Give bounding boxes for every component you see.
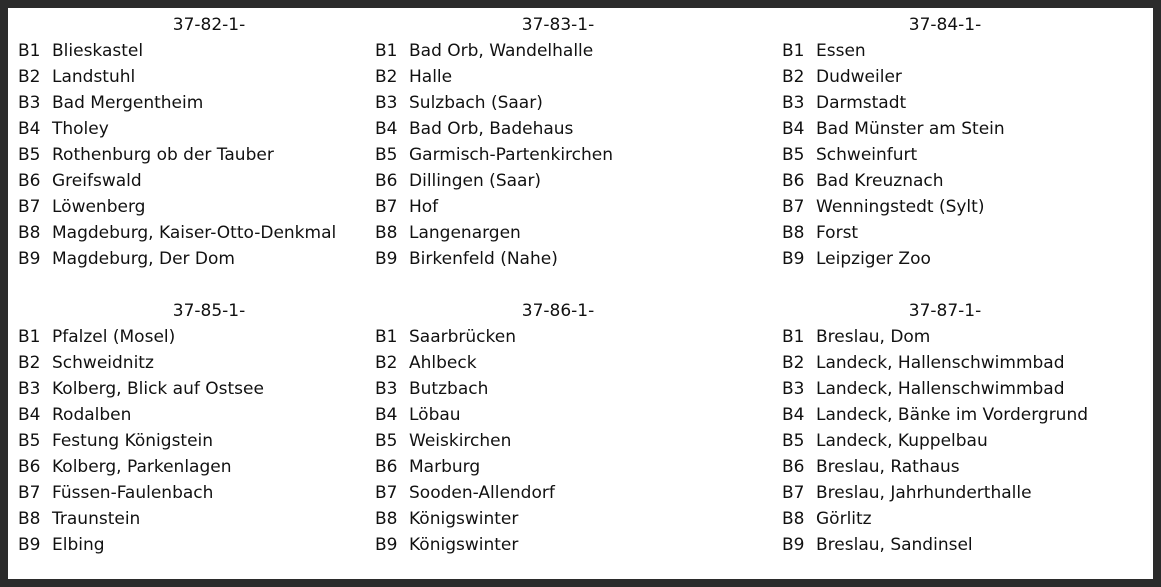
item-code: B5 (18, 431, 41, 451)
item-code: B4 (375, 405, 398, 425)
item-code: B9 (18, 535, 41, 555)
series-block (375, 12, 735, 272)
item-place: Füssen-Faulenbach (52, 483, 214, 503)
item-place: Breslau, Rathaus (816, 457, 960, 477)
item-code: B8 (782, 223, 805, 243)
item-place: Bad Mergentheim (52, 93, 204, 113)
series-title: 37-83-1- (521, 15, 595, 35)
item-place: Kolberg, Blick auf Ostsee (52, 379, 264, 399)
list-item (782, 350, 1142, 376)
item-place: Marburg (409, 457, 481, 477)
item-place: Halle (409, 67, 453, 87)
item-code: B7 (375, 483, 398, 503)
series-block (18, 298, 378, 558)
series-block (18, 12, 378, 272)
list-item (375, 454, 735, 480)
item-place: Bad Orb, Wandelhalle (409, 41, 594, 61)
series-title: 37-85-1- (172, 301, 246, 321)
item-code: B9 (782, 535, 805, 555)
item-code: B9 (782, 249, 805, 269)
item-place: Darmstadt (816, 93, 907, 113)
item-code: B2 (18, 353, 41, 373)
item-code: B6 (375, 171, 398, 191)
item-code: B3 (18, 379, 41, 399)
item-place: Breslau, Jahrhunderthalle (816, 483, 1032, 503)
list-item (375, 402, 735, 428)
item-code: B8 (782, 509, 805, 529)
item-place: Breslau, Sandinsel (816, 535, 973, 555)
item-place: Blieskastel (52, 41, 144, 61)
item-code: B5 (375, 145, 398, 165)
list-item (18, 350, 378, 376)
item-code: B8 (375, 509, 398, 529)
item-code: B1 (375, 327, 398, 347)
item-code: B7 (18, 197, 41, 217)
item-place: Königswinter (409, 535, 519, 555)
list-item (375, 480, 735, 506)
list-item (782, 376, 1142, 402)
list-item (375, 506, 735, 532)
list-item (18, 532, 378, 558)
item-code: B9 (375, 249, 398, 269)
list-item (782, 142, 1142, 168)
item-code: B3 (782, 93, 805, 113)
item-code: B5 (375, 431, 398, 451)
item-code: B6 (375, 457, 398, 477)
list-item (375, 194, 735, 220)
series-block (782, 298, 1142, 558)
item-place: Garmisch-Partenkirchen (409, 145, 614, 165)
item-place: Festung Königstein (52, 431, 214, 451)
list-item (18, 428, 378, 454)
item-code: B3 (375, 379, 398, 399)
item-place: Traunstein (52, 509, 141, 529)
item-place: Landeck, Bänke im Vordergrund (816, 405, 1089, 425)
item-place: Leipziger Zoo (816, 249, 931, 269)
item-code: B7 (375, 197, 398, 217)
item-code: B7 (18, 483, 41, 503)
list-item (782, 532, 1142, 558)
list-item (18, 168, 378, 194)
item-code: B7 (782, 483, 805, 503)
list-item (782, 168, 1142, 194)
list-item (375, 376, 735, 402)
item-place: Landstuhl (52, 67, 136, 87)
item-code: B1 (375, 41, 398, 61)
list-item (375, 246, 735, 272)
list-item (375, 220, 735, 246)
item-code: B1 (782, 327, 805, 347)
series-block (782, 12, 1142, 272)
list-item (18, 246, 378, 272)
item-code: B8 (18, 509, 41, 529)
list-item (375, 168, 735, 194)
item-place: Sulzbach (Saar) (409, 93, 543, 113)
item-place: Langenargen (409, 223, 521, 243)
item-code: B2 (782, 353, 805, 373)
item-code: B7 (782, 197, 805, 217)
item-code: B3 (782, 379, 805, 399)
item-code: B6 (782, 171, 805, 191)
item-place: Ahlbeck (409, 353, 477, 373)
item-code: B9 (375, 535, 398, 555)
item-code: B5 (18, 145, 41, 165)
item-place: Tholey (52, 119, 109, 139)
list-item (18, 220, 378, 246)
item-code: B3 (18, 93, 41, 113)
item-place: Saarbrücken (409, 327, 516, 347)
item-code: B1 (18, 41, 41, 61)
item-code: B6 (18, 457, 41, 477)
series-title: 37-82-1- (172, 15, 246, 35)
item-place: Landeck, Hallenschwimmbad (816, 353, 1065, 373)
item-place: Breslau, Dom (816, 327, 931, 347)
series-title: 37-84-1- (908, 15, 982, 35)
list-item (18, 116, 378, 142)
item-place: Birkenfeld (Nahe) (409, 249, 558, 269)
list-item (18, 480, 378, 506)
item-code: B5 (782, 431, 805, 451)
item-place: Essen (816, 41, 866, 61)
item-code: B3 (375, 93, 398, 113)
list-item (782, 454, 1142, 480)
list-item (782, 324, 1142, 350)
item-place: Sooden-Allendorf (409, 483, 555, 503)
item-place: Kolberg, Parkenlagen (52, 457, 232, 477)
list-item (18, 194, 378, 220)
item-place: Greifswald (52, 171, 142, 191)
list-item (18, 376, 378, 402)
list-item (18, 506, 378, 532)
item-place: Löbau (409, 405, 461, 425)
list-item (18, 402, 378, 428)
item-code: B2 (375, 67, 398, 87)
list-item (375, 350, 735, 376)
item-code: B6 (782, 457, 805, 477)
document-page (8, 8, 1153, 579)
item-place: Landeck, Hallenschwimmbad (816, 379, 1065, 399)
list-item (375, 428, 735, 454)
item-code: B9 (18, 249, 41, 269)
item-place: Königswinter (409, 509, 519, 529)
item-place: Pfalzel (Mosel) (52, 327, 176, 347)
list-item (782, 220, 1142, 246)
item-code: B4 (375, 119, 398, 139)
item-code: B2 (18, 67, 41, 87)
item-code: B4 (18, 405, 41, 425)
item-place: Bad Münster am Stein (816, 119, 1005, 139)
list-item (375, 38, 735, 64)
item-code: B4 (18, 119, 41, 139)
item-code: B2 (375, 353, 398, 373)
item-code: B5 (782, 145, 805, 165)
list-item (375, 90, 735, 116)
list-item (375, 324, 735, 350)
item-code: B4 (782, 119, 805, 139)
list-item (18, 64, 378, 90)
item-place: Löwenberg (52, 197, 146, 217)
list-item (782, 246, 1142, 272)
list-item (782, 194, 1142, 220)
item-code: B1 (18, 327, 41, 347)
item-code: B4 (782, 405, 805, 425)
list-item (782, 480, 1142, 506)
item-place: Görlitz (816, 509, 872, 529)
item-place: Landeck, Kuppelbau (816, 431, 988, 451)
list-item (18, 142, 378, 168)
item-place: Dudweiler (816, 67, 902, 87)
item-place: Magdeburg, Kaiser-Otto-Denkmal (52, 223, 337, 243)
list-item (18, 454, 378, 480)
list-item (782, 506, 1142, 532)
item-place: Dillingen (Saar) (409, 171, 542, 191)
item-place: Weiskirchen (409, 431, 512, 451)
item-place: Hof (409, 197, 439, 217)
item-code: B6 (18, 171, 41, 191)
list-item (782, 38, 1142, 64)
item-code: B1 (782, 41, 805, 61)
list-item (375, 142, 735, 168)
item-place: Bad Kreuznach (816, 171, 944, 191)
list-item (18, 90, 378, 116)
series-title: 37-87-1- (908, 301, 982, 321)
series-title: 37-86-1- (521, 301, 595, 321)
item-place: Rothenburg ob der Tauber (52, 145, 274, 165)
item-place: Rodalben (52, 405, 132, 425)
series-block (375, 298, 735, 558)
list-item (782, 64, 1142, 90)
item-place: Bad Orb, Badehaus (409, 119, 574, 139)
list-item (375, 64, 735, 90)
item-code: B8 (18, 223, 41, 243)
item-code: B8 (375, 223, 398, 243)
item-place: Wenningstedt (Sylt) (816, 197, 985, 217)
list-item (18, 324, 378, 350)
list-item (375, 116, 735, 142)
list-item (375, 532, 735, 558)
item-place: Schweinfurt (816, 145, 918, 165)
item-place: Elbing (52, 535, 105, 555)
item-place: Butzbach (409, 379, 489, 399)
list-item (782, 428, 1142, 454)
list-item (18, 38, 378, 64)
item-code: B2 (782, 67, 805, 87)
list-item (782, 116, 1142, 142)
list-item (782, 90, 1142, 116)
list-item (782, 402, 1142, 428)
item-place: Magdeburg, Der Dom (52, 249, 235, 269)
item-place: Forst (816, 223, 859, 243)
item-place: Schweidnitz (52, 353, 154, 373)
